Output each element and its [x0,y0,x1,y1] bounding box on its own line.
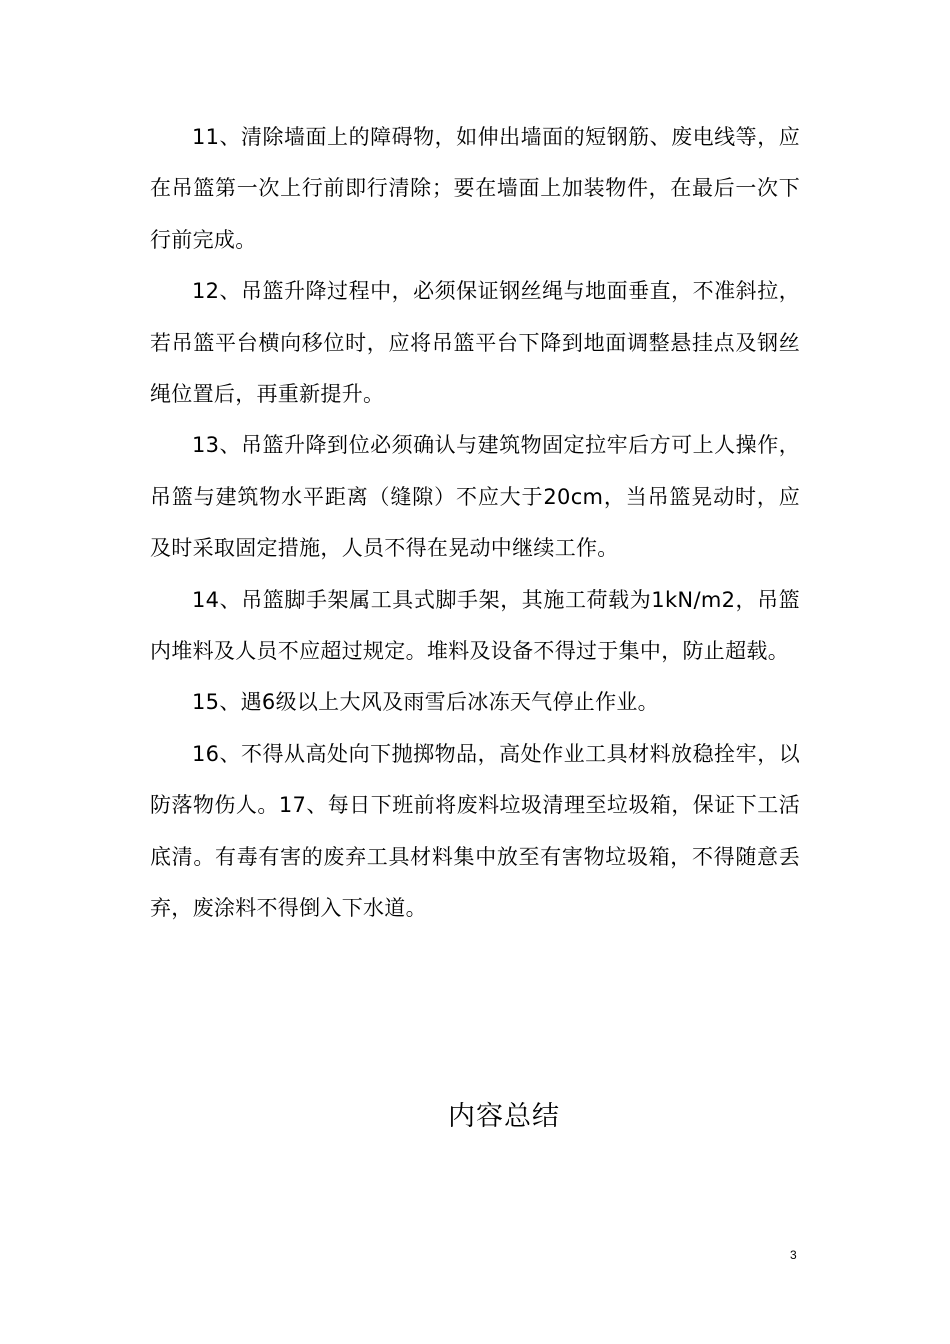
paragraph-16-17: 16、不得从高处向下抛掷物品，高处作业工具材料放稳拴牢，以防落物伤人。17、每日下班前将废料垃圾清理至垃圾箱，保证下工活底清。有毒有害的废弃工具材料集中放至有害物垃圾箱，不得随意丢弃，废涂料不得倒入下水道。 [150,741,800,921]
paragraph-13: 13、吊篮升降到位必须确认与建筑物固定拉牢后方可上人操作，吊篮与建筑物水平距离（缝隙）不应大于20cm，当吊篮晃动时，应及时采取固定措施，人员不得在晃动中继续工作。 [150,433,800,561]
paragraph-12: 12、吊篮升降过程中，必须保证钢丝绳与地面垂直，不准斜拉，若吊篮平台横向移位时，应将吊篮平台下降到地面调整悬挂点及钢丝绳位置后，再重新提升。 [150,279,800,407]
summary-heading: 内容总结 [448,1101,560,1132]
paragraph-14: 14、吊篮脚手架属工具式脚手架，其施工荷载为1kN/m2，吊篮内堆料及人员不应超过规定。堆料及设备不得过于集中，防止超载。 [150,587,800,664]
paragraph-11: 11、清除墙面上的障碍物，如伸出墙面的短钢筋、废电线等，应在吊篮第一次上行前即行清除；要在墙面上加装物件，在最后一次下行前完成。 [150,125,800,252]
page-number: 3 [790,1248,797,1262]
paragraph-15: 15、遇6级以上大风及雨雪后冰冻天气停止作业。 [192,690,659,715]
document-body [150,112,800,935]
